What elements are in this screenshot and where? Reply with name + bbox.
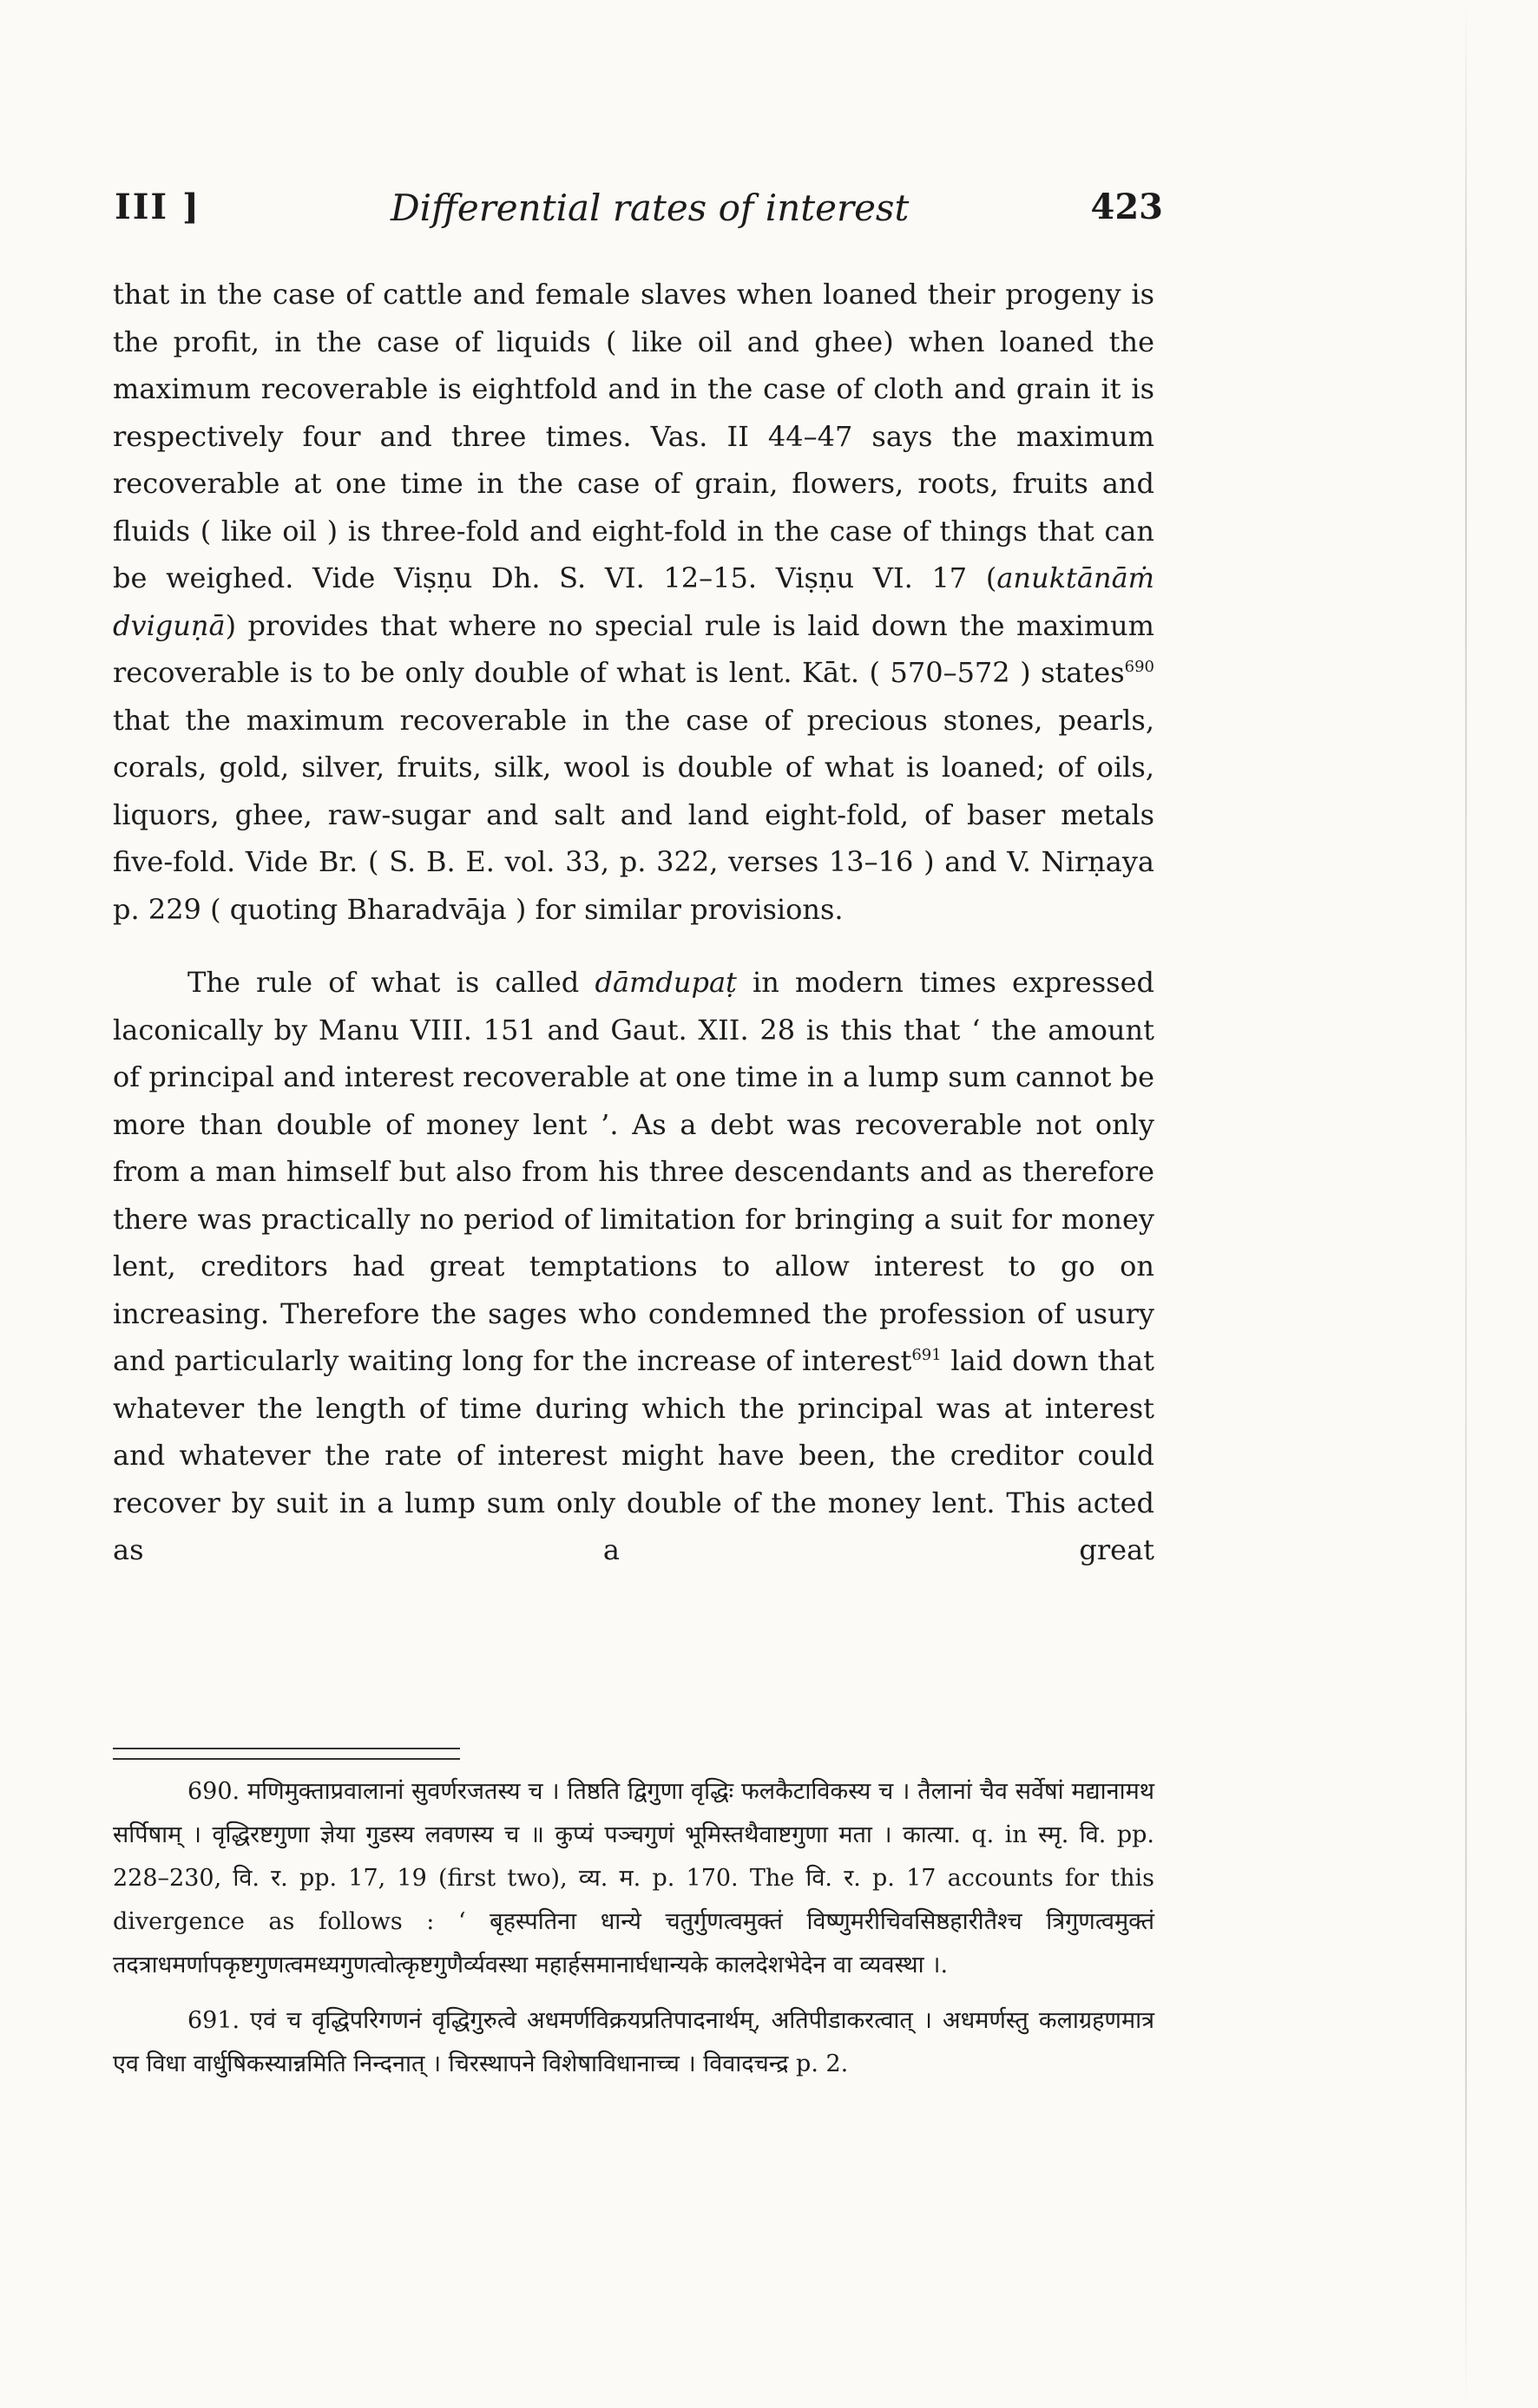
chapter-marker: III ]	[115, 187, 200, 227]
paragraph-1-italic-term: anuktānāṁ dviguṇā	[113, 561, 1154, 642]
page-edge-line	[1465, 0, 1467, 2408]
main-text	[113, 271, 1154, 1574]
footnote-690: 690. मणिमुक्ताप्रवालानां सुवर्णरजतस्य च । तिष्ठति द्विगुणा वृद्धिः फलकैटाविकस्य च । तैलानां चैव सर्वेषां मद्यानामथ सर्पिषाम् । वृद्धिरष्टगुणा ज्ञेया गुडस्य लवणस्य च ॥ कुप्यं पञ्चगुणं भूमिस्तथैवाष्टगुणा मता । कात्या. q. in स्मृ. वि. pp. 228–230, वि. र. pp. 17, 19 (first two), व्य. म. p. 170. The वि. र. p. 17 accounts for this divergence as follows : ‘ बृहस्पतिना धान्ये चतुर्गुणत्वमुक्तं विष्णुमरीचिवसिष्ठहारीतैश्च त्रिगुणत्वमुक्तं तदत्राधमर्णापकृष्टगुणत्वमध्यगुणत्वोत्कृष्टगुणैर्व्यवस्था महार्हसमानार्घधान्यके कालदेशभेदेन वा व्यवस्था ।.	[113, 1778, 1154, 1978]
paragraph-1-text-b: ) provides that where no special rule is laid down the maximum recoverable is to be only double of what is lent. Kāt. ( 570–572 ) states	[113, 608, 1154, 689]
paragraph-2	[113, 959, 1154, 1574]
paragraph-2-text-b: in modern times expressed laconically by Manu VIII. 151 and Gaut. XII. 28 is this that ‘ the amount of principal and interest recoverable at one time in a lump sum cannot be more than double of money lent ’. As a debt was recoverable not only from a man himself but also from his three descendants and as therefore there was practically no period of limitation for bringing a suit for money lent, creditors had great temptations to allow interest to go on increasing. Therefore the sages who condemned the profession of usury and particularly waiting long for the increase of interest	[113, 966, 1155, 1377]
footnote-ref-691: 691	[911, 1346, 942, 1364]
running-title: Differential rates of interest	[391, 187, 910, 229]
paragraph-2-text-c: laid down that whatever the length of time during which the principal was at interest and whatever the rate of interest might have been, the creditor could recover by suit in a lump sum only double of the money lent. This acted as a great	[113, 1344, 1155, 1566]
footnotes	[113, 1770, 1154, 2098]
running-header	[113, 187, 1163, 239]
paragraph-1-text-a: that in the case of cattle and female slaves when loaned their progeny is the profit, in the case of liquids ( like oil and ghee) when loaned the maximum recoverable is eightfold and in the case of cloth and grain it is respectively four and three times. Vas. II 44–47 says the maximum recoverable at one time in the case of grain, flowers, roots, fruits and fluids ( like oil ) is three-fold and eight-fold in the case of things that can be weighed. Vide Viṣṇu Dh. S. VI. 12–15. Viṣṇu VI. 17 (	[113, 278, 1154, 594]
footnote-691: 691. एवं च वृद्धिपरिगणनं वृद्धिगुरुत्वे अधमर्णविक्रयप्रतिपादनार्थम्, अतिपीडाकरत्वात् । अधमर्णस्तु कलाग्रहणमात्र एव विधा वार्धुषिकस्यान्नमिति निन्दनात् । चिरस्थापने विशेषाविधानाच्च । विवादचन्द्र p. 2.	[113, 2007, 1154, 2077]
footnote-ref-690: 690	[1124, 658, 1154, 676]
paragraph-1-text-c: that the maximum recoverable in the case of precious stones, pearls, corals, gold, silver, fruits, silk, wool is double of what is loaned; of oils, liquors, ghee, raw-sugar and salt and land eight-fold, of baser metals five-fold. Vide Br. ( S. B. E. vol. 33, p. 322, verses 13–16 ) and V. Nirṇaya p. 229 ( quoting Bharadvāja ) for similar provisions.	[113, 703, 1154, 926]
paragraph-2-text-a: The rule of what is called	[187, 966, 595, 999]
paragraph-1	[113, 271, 1154, 933]
footnote-separator	[113, 1748, 460, 1760]
page-number: 423	[1090, 187, 1163, 227]
paragraph-2-italic-term: dāmdupaṭ	[595, 966, 737, 999]
